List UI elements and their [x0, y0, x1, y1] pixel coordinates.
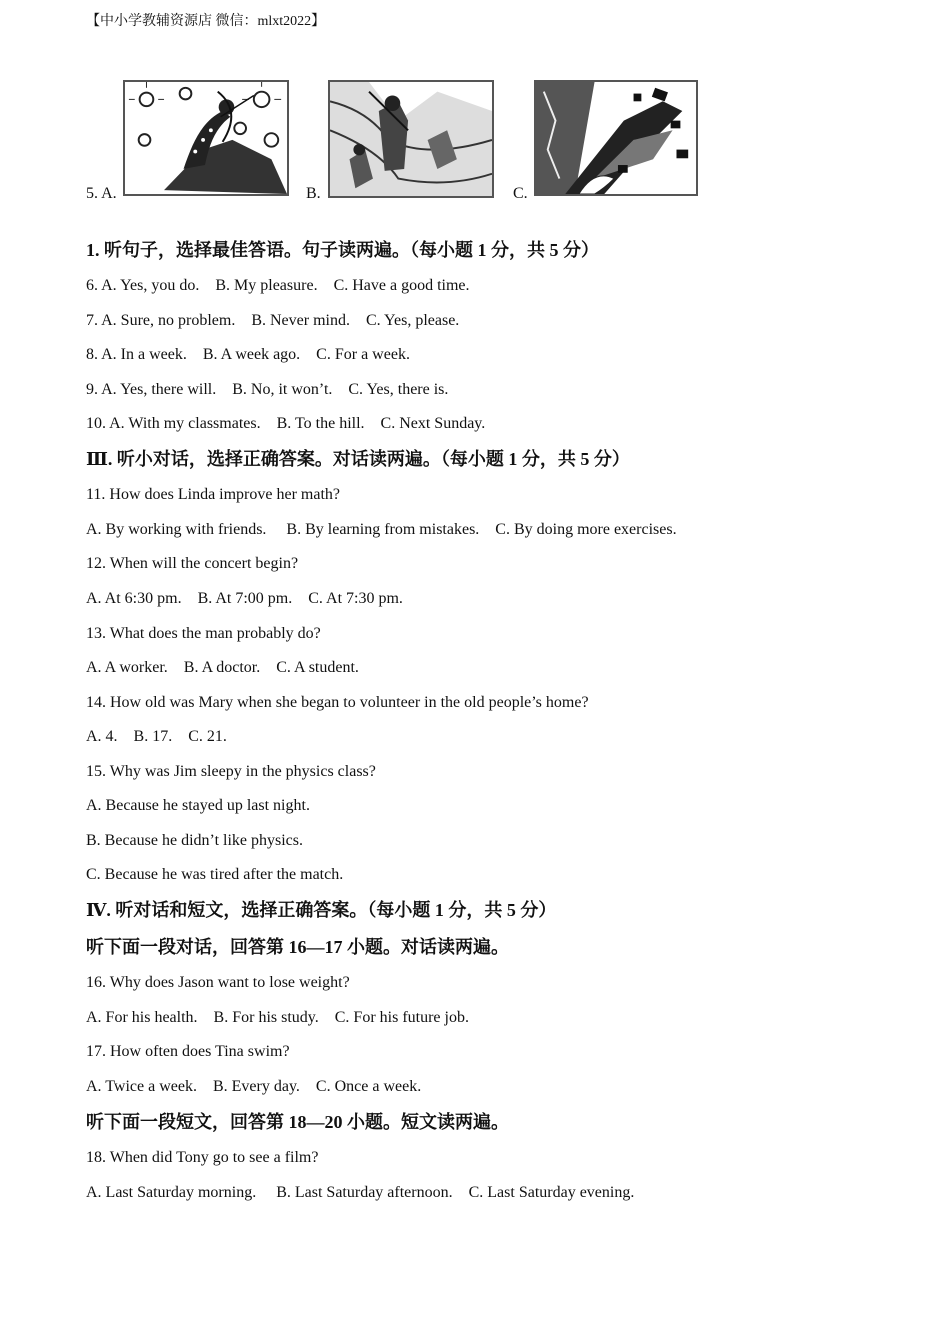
section-heading: 1. 听句子，选择最佳答语。句子读两遍。（每小题 1 分，共 5 分） — [86, 240, 599, 260]
question-line: A. 4. B. 17. C. 21. — [86, 728, 227, 745]
question-line: 7. A. Sure, no problem. B. Never mind. C. Yes, please. — [86, 312, 460, 329]
question-line: 14. How old was Mary when she began to volunteer in the old people’s home? — [86, 694, 589, 711]
picture-b-mountain-mover — [328, 80, 494, 198]
section-heading: 听下面一段对话，回答第 16—17 小题。对话读两遍。 — [86, 937, 509, 957]
question-line: 11. How does Linda improve her math? — [86, 486, 341, 503]
question-line: 10. A. With my classmates. B. To the hill. C. Next Sunday. — [86, 415, 486, 432]
question-line: A. For his health. B. For his study. C. For his future job. — [86, 1009, 469, 1026]
question-line: A. Twice a week. B. Every day. C. Once a week. — [86, 1078, 422, 1095]
option-c-label: C. — [513, 185, 528, 202]
question-5-pictures — [86, 78, 726, 208]
question-line: B. Because he didn’t like physics. — [86, 832, 303, 849]
question-line: A. A worker. B. A doctor. C. A student. — [86, 659, 359, 676]
option-b-label: B. — [306, 185, 321, 202]
question-line: 13. What does the man probably do? — [86, 625, 321, 642]
question-line: 12. When will the concert begin? — [86, 555, 299, 572]
picture-a-archer — [123, 80, 289, 196]
question-line: C. Because he was tired after the match. — [86, 866, 344, 883]
question-line: 9. A. Yes, there will. B. No, it won’t. C. Yes, there is. — [86, 381, 449, 398]
question-line: A. By working with friends. B. By learning from mistakes. C. By doing more exercises. — [86, 521, 677, 538]
question-line: 6. A. Yes, you do. B. My pleasure. C. Have a good time. — [86, 277, 470, 294]
question-line: A. At 6:30 pm. B. At 7:00 pm. C. At 7:30 pm. — [86, 590, 403, 607]
section-heading: Ⅲ. 听小对话，选择正确答案。对话读两遍。（每小题 1 分，共 5 分） — [86, 449, 630, 469]
question-line: A. Because he stayed up last night. — [86, 797, 310, 814]
question-line: 18. When did Tony go to see a film? — [86, 1149, 319, 1166]
section-heading: Ⅳ. 听对话和短文，选择正确答案。（每小题 1 分，共 5 分） — [86, 900, 557, 920]
question-line: 16. Why does Jason want to lose weight? — [86, 974, 350, 991]
section-heading: 听下面一段短文，回答第 18—20 小题。短文读两遍。 — [86, 1112, 509, 1132]
question-line: 15. Why was Jim sleepy in the physics class? — [86, 763, 376, 780]
picture-c-landslide — [534, 80, 698, 196]
option-a-label: 5. A. — [86, 185, 117, 202]
page-header: 【中小学教辅资源店 微信：mlxt2022】 — [86, 14, 326, 29]
question-line: 8. A. In a week. B. A week ago. C. For a week. — [86, 346, 410, 363]
question-line: 17. How often does Tina swim? — [86, 1043, 290, 1060]
question-line: A. Last Saturday morning. B. Last Saturday afternoon. C. Last Saturday evening. — [86, 1184, 635, 1201]
